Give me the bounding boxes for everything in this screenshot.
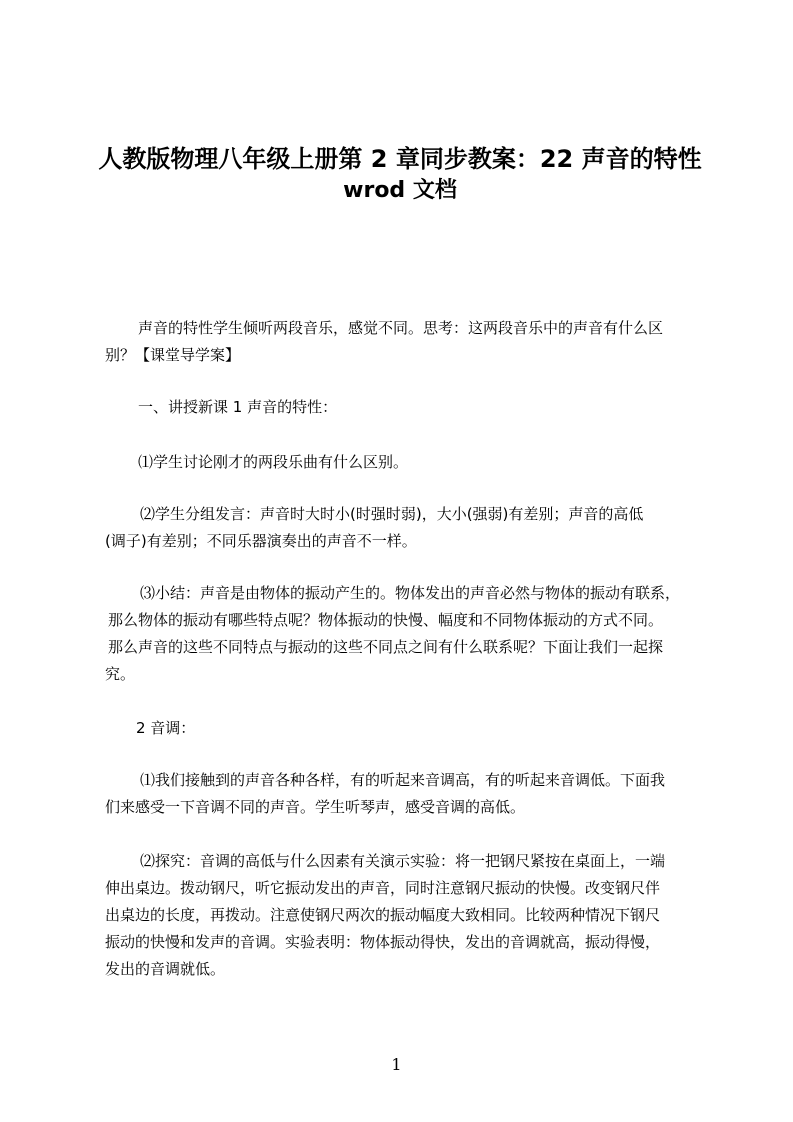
paragraph-5-line-4: 究。 [105,665,136,683]
paragraph-1-line-1: 声音的特性学生倾听两段音乐，感觉不同。思考：这两段音乐中的声音有什么区 [138,319,664,337]
paragraph-8-line-2: 伸出桌边。拨动钢尺，听它振动发出的声音，同时注意钢尺振动的快慢。改变钢尺伴 [105,879,661,897]
paragraph-1-line-2: 别？【课堂导学案】 [105,346,241,364]
paragraph-8-line-3: 出桌边的长度，再拨动。注意使钢尺两次的振动幅度大致相同。比较两种情况下钢尺 [105,906,661,924]
paragraph-5-line-2: 那么物体的振动有哪些特点呢？物体振动的快慢、幅度和不同物体振动的方式不同。 [108,611,664,629]
paragraph-7-line-2: 们来感受一下音调不同的声音。学生听琴声，感受音调的高低。 [105,798,526,816]
paragraph-8-line-4: 振动的快慢和发声的音调。实验表明：物体振动得快，发出的音调就高，振动得慢， [105,933,661,951]
paragraph-6-line-1: 2 音调： [136,719,196,737]
paragraph-7-line-1: ⑴我们接触到的声音各种各样，有的听起来音调高，有的听起来音调低。下面我 [140,771,666,789]
document-title-line-1: 人教版物理八年级上册第 2 章同步教案：22 声音的特性 [98,145,702,173]
paragraph-8-line-1: ⑵探究：音调的高低与什么因素有关演示实验：将一把钢尺紧按在桌面上，一端 [140,852,666,870]
paragraph-4-line-1: ⑵学生分组发言：声音时大时小(时强时弱)，大小(强弱)有差别；声音的高低 [140,505,644,523]
paragraph-5-line-3: 那么声音的这些不同特点与振动的这些不同点之间有什么联系呢？下面让我们一起探 [108,638,664,656]
paragraph-5-line-1: ⑶小结：声音是由物体的振动产生的。物体发出的声音必然与物体的振动有联系， [140,584,681,602]
paragraph-4-line-2: (调子)有差别；不同乐器演奏出的声音不一样。 [105,532,417,550]
paragraph-2-line-1: 一、讲授新课 1 声音的特性： [138,398,338,416]
paragraph-8-line-5: 发出的音调就低。 [105,960,226,978]
document-title-line-2: wrod 文档 [343,178,457,203]
paragraph-3-line-1: ⑴学生讨论刚才的两段乐曲有什么区别。 [138,453,409,471]
page-number: 1 [391,1055,402,1074]
